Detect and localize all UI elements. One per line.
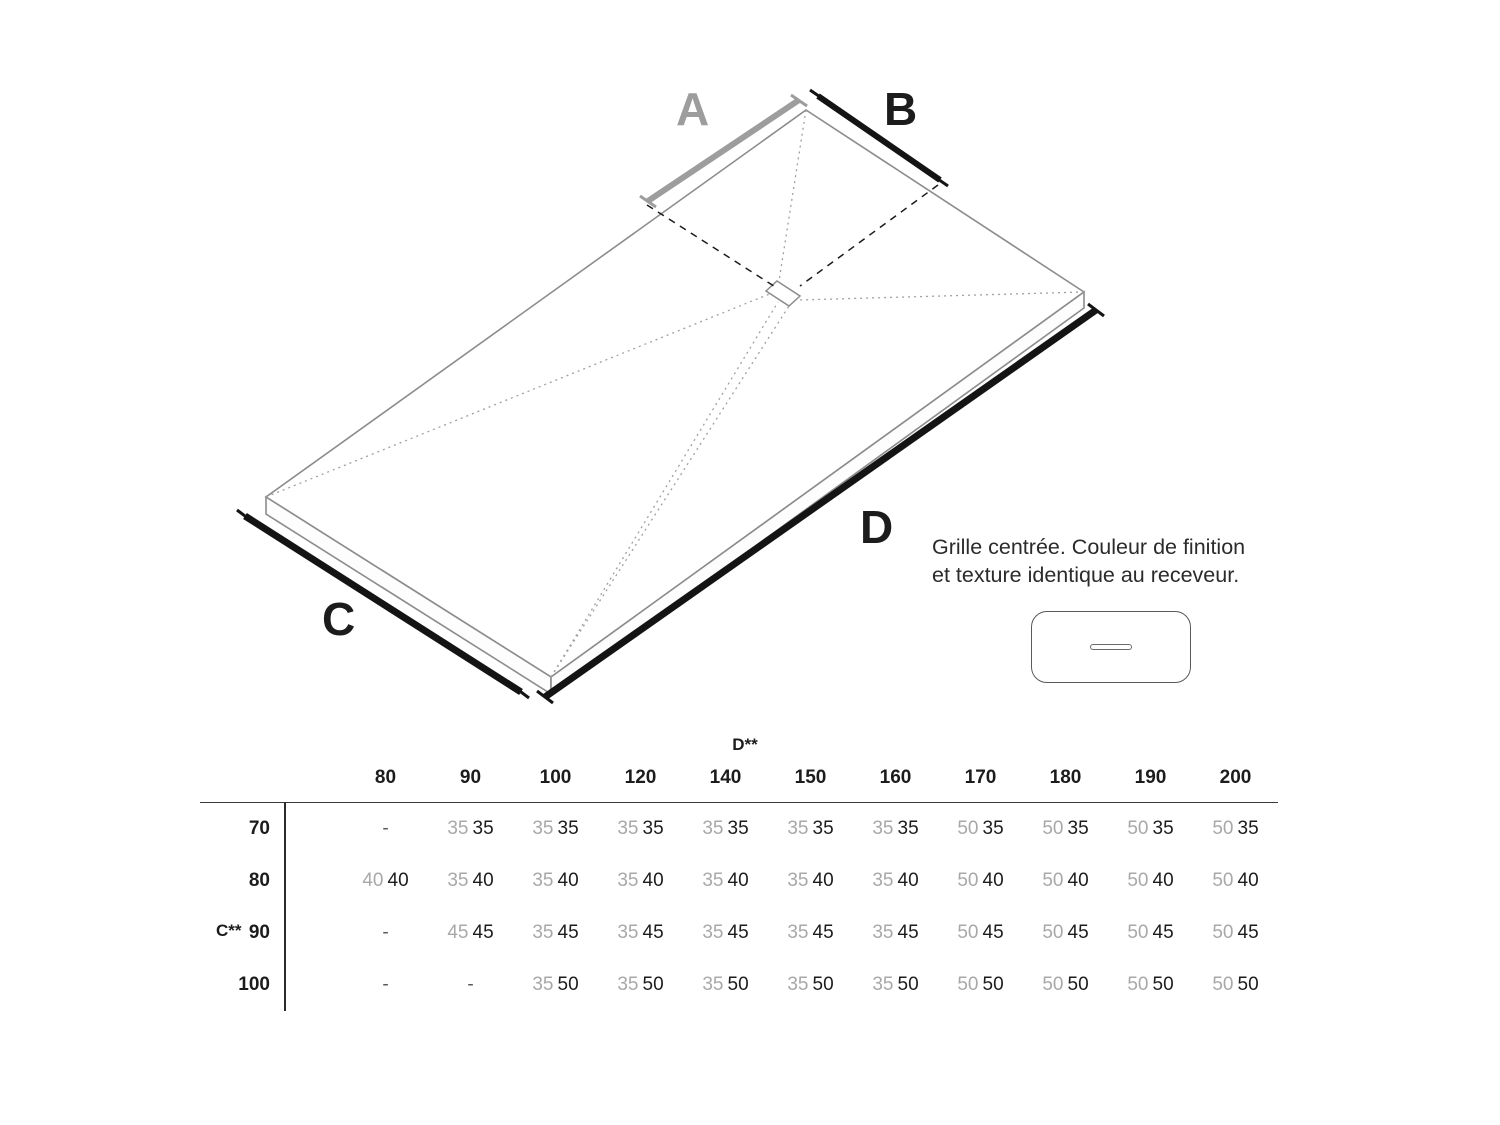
table-cell [938,855,1023,907]
table-cell-value-primary: 50 [1237,974,1259,995]
table-cell-value-secondary: 50 [957,922,979,943]
table-cell-value-secondary: 35 [787,870,809,891]
table-cell [853,907,938,959]
table-cell-value-primary: 50 [982,974,1004,995]
table-cell-value-primary: 35 [982,818,1004,839]
table-row-header: 80 [248,870,270,891]
table-cell-value-primary: 40 [472,870,494,891]
table-col-header: 120 [598,761,683,803]
dimension-label-d: D [860,501,894,553]
table-cell-empty: - [382,922,389,943]
table-cell [768,855,853,907]
dimensions-table-wrap [200,735,1290,1011]
dimensions-table [200,761,1278,1011]
table-row-header: 100 [238,974,270,995]
table-cell-value-secondary: 35 [787,818,809,839]
table-col-header: 190 [1108,761,1193,803]
table-cell [683,959,768,1011]
table-corner-sep [285,761,343,803]
table-cell [1108,803,1193,856]
table-cell-value-secondary: 50 [1212,974,1234,995]
table-cell-value-secondary: 35 [617,818,639,839]
table-cell [513,907,598,959]
table-cell [938,803,1023,856]
table-cell-value-primary: 45 [557,922,579,943]
table-cell-value-primary: 35 [897,818,919,839]
table-cell [768,959,853,1011]
table-col-header: 150 [768,761,853,803]
table-cell [1193,907,1278,959]
table-cell-value-primary: 45 [642,922,664,943]
table-cell-value-primary: 35 [557,818,579,839]
table-cell [1193,855,1278,907]
table-corner-cell [200,761,285,803]
table-cell-value-secondary: 35 [532,974,554,995]
table-cell-value-primary: 50 [812,974,834,995]
table-cell-value-primary: 40 [982,870,1004,891]
table-cell-value-primary: 40 [387,870,409,891]
table-cell-value-primary: 50 [557,974,579,995]
table-cell-value-secondary: 50 [1127,974,1149,995]
table-cell [598,907,683,959]
table-cell [938,907,1023,959]
table-col-header: 160 [853,761,938,803]
table-cell-value-secondary: 35 [872,818,894,839]
table-col-header: 140 [683,761,768,803]
table-cell [598,855,683,907]
table-vertical-rule [285,907,343,959]
table-col-header: 90 [428,761,513,803]
table-cell-value-secondary: 35 [532,818,554,839]
table-cell-value-secondary: 35 [617,922,639,943]
table-cell [428,907,513,959]
grate-slot-icon [1090,644,1132,650]
table-cell-value-secondary: 50 [957,818,979,839]
table-col-header: 100 [513,761,598,803]
table-cell [513,855,598,907]
table-cell-value-primary: 35 [812,818,834,839]
table-cell-value-secondary: 35 [787,922,809,943]
table-vertical-rule [285,803,343,856]
table-cell [343,855,428,907]
table-cell-value-primary: 40 [1237,870,1259,891]
table-cell-empty: - [382,818,389,839]
table-cell-value-primary: 45 [897,922,919,943]
table-cell-value-primary: 45 [1152,922,1174,943]
table-cell [428,803,513,856]
table-row [200,855,1278,907]
table-cell [853,803,938,856]
table-cell-value-secondary: 50 [1042,974,1064,995]
table-cell [683,907,768,959]
table-cell-value-primary: 35 [1237,818,1259,839]
table-cell-value-secondary: 50 [957,870,979,891]
table-row-axis-label: C** [216,921,242,940]
table-cell-value-primary: 45 [982,922,1004,943]
table-cell-value-primary: 40 [727,870,749,891]
table-cell [1023,907,1108,959]
table-col-header: 170 [938,761,1023,803]
table-cell-value-secondary: 35 [447,870,469,891]
table-cell [428,959,513,1011]
table-row-header: 90 [248,922,270,943]
table-cell [938,959,1023,1011]
table-cell [768,803,853,856]
table-cell [1108,907,1193,959]
table-cell [683,803,768,856]
table-cell-value-primary: 40 [1067,870,1089,891]
table-cell [853,855,938,907]
table-cell [598,959,683,1011]
table-cell-value-primary: 40 [1152,870,1174,891]
table-row [200,959,1278,1011]
table-cell-value-secondary: 50 [1127,870,1149,891]
table-cell-value-primary: 40 [812,870,834,891]
table-cell-value-secondary: 35 [532,870,554,891]
dimension-label-b: B [884,83,918,135]
table-cell [1108,959,1193,1011]
table-cell [343,959,428,1011]
grate-note-line-2: et texture identique au receveur. [932,563,1240,588]
table-row [200,803,1278,856]
table-cell-value-secondary: 35 [702,974,724,995]
grate-swatch [1031,611,1191,683]
table-header-row [200,761,1278,803]
table-cell-value-secondary: 50 [1127,818,1149,839]
table-cell-value-secondary: 50 [1212,818,1234,839]
table-col-header: 180 [1023,761,1108,803]
table-cell-value-secondary: 50 [1212,870,1234,891]
table-cell [1023,803,1108,856]
table-cell [513,803,598,856]
table-cell-value-primary: 50 [642,974,664,995]
table-cell-value-secondary: 35 [617,870,639,891]
table-cell-value-primary: 35 [642,818,664,839]
table-cell-value-primary: 35 [1067,818,1089,839]
table-cell-value-primary: 40 [557,870,579,891]
table-cell-value-secondary: 35 [872,870,894,891]
table-cell [1023,959,1108,1011]
table-cell-value-secondary: 35 [702,870,724,891]
table-cell-value-primary: 45 [812,922,834,943]
table-col-header: 200 [1193,761,1278,803]
table-cell-value-primary: 45 [727,922,749,943]
table-cell [513,959,598,1011]
table-cell-value-primary: 50 [897,974,919,995]
table-cell-value-secondary: 35 [787,974,809,995]
table-cell-value-primary: 50 [1067,974,1089,995]
table-cell-value-secondary: 50 [1042,870,1064,891]
table-cell [683,855,768,907]
table-cell-value-secondary: 50 [1042,922,1064,943]
table-cell-value-secondary: 35 [617,974,639,995]
table-cell-value-secondary: 40 [362,870,384,891]
table-vertical-rule [285,855,343,907]
table-cell [768,907,853,959]
table-cell-value-primary: 50 [1152,974,1174,995]
table-body [200,803,1278,1012]
table-cell [1193,959,1278,1011]
table-cell [343,803,428,856]
table-cell-value-secondary: 50 [957,974,979,995]
table-cell-value-secondary: 50 [1212,922,1234,943]
table-cell-empty: - [382,974,389,995]
table-cell [853,959,938,1011]
table-cell-value-primary: 45 [1067,922,1089,943]
table-cell-value-secondary: 35 [447,818,469,839]
table-cell-value-secondary: 45 [447,922,469,943]
table-cell-value-secondary: 35 [532,922,554,943]
dimension-label-a: A [676,83,710,135]
table-vertical-rule [285,959,343,1011]
table-cell [1023,855,1108,907]
table-cell-value-secondary: 35 [872,974,894,995]
table-cell-value-primary: 50 [727,974,749,995]
table-cell-value-secondary: 50 [1127,922,1149,943]
table-cell-value-primary: 40 [642,870,664,891]
table-col-header: 80 [343,761,428,803]
table-cell [598,803,683,856]
table-cell-value-secondary: 35 [872,922,894,943]
table-cell-value-primary: 40 [897,870,919,891]
table-row-header: 70 [248,818,270,839]
table-cell [428,855,513,907]
table-row [200,907,1278,959]
table-cell [1193,803,1278,856]
table-cell-empty: - [467,974,474,995]
table-cell-value-primary: 45 [472,922,494,943]
table-cell-value-primary: 35 [727,818,749,839]
table-cell [1108,855,1193,907]
table-column-axis-label: D** [732,735,758,754]
table-cell-value-secondary: 35 [702,922,724,943]
table-cell-value-secondary: 50 [1042,818,1064,839]
grate-note-line-1: Grille centrée. Couleur de finition [932,535,1246,559]
dimension-label-c: C [322,593,356,645]
grate-note [932,533,1312,590]
table-cell-value-secondary: 35 [702,818,724,839]
table-cell-value-primary: 35 [1152,818,1174,839]
table-cell [343,907,428,959]
table-cell-value-primary: 35 [472,818,494,839]
table-cell-value-primary: 45 [1237,922,1259,943]
